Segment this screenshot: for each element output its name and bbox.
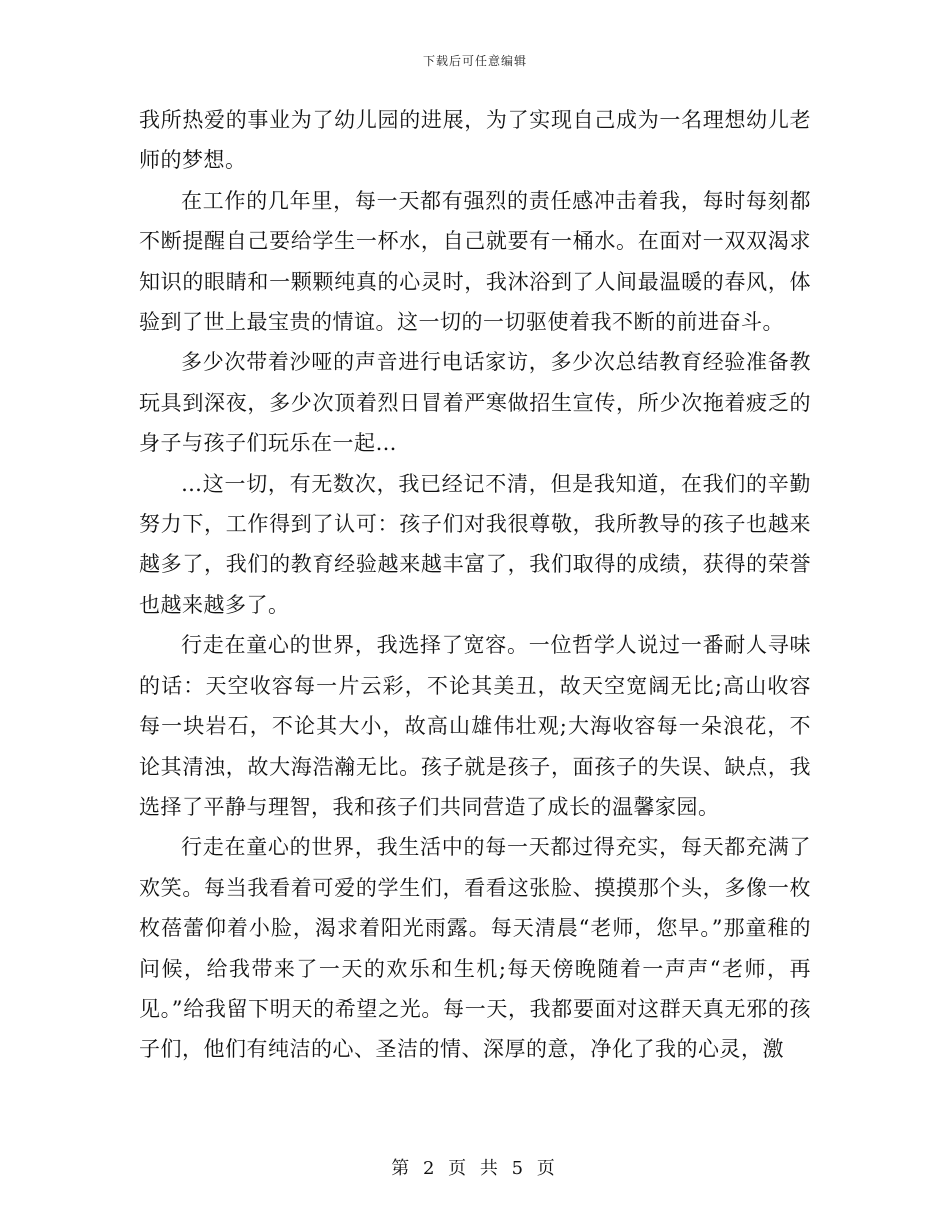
paragraph: 行走在童心的世界，我生活中的每一天都过得充实，每天都充满了欢笑。每当我看着可爱的学生们，看看这张脸、摸摸那个头，多像一枚枚蓓蕾仰着小脸，渴求着阳光雨露。每天清晨“老师，您早。”那童稚的问候，给我带来了一天的欢乐和生机;每天傍晚随着一声声“老师，再见。”给我留下明天的希望之光。每一天，我都要面对这群天真无邪的孩子们，他们有纯洁的心、圣洁的情、深厚的意，净化了我的心灵，激 (139, 835, 811, 1062)
page-header: 下载后可任意编辑 (422, 54, 527, 68)
paragraph: …这一切，有无数次，我已经记不清，但是我知道，在我们的辛勤努力下，工作得到了认可：孩子们对我很尊敬，我所教导的孩子也越来越多了，我们的教育经验越来越丰富了，我们取得的成绩，获得的荣誉也越来越多了。 (139, 471, 811, 617)
page-number: 第 2 页 共 5 页 (391, 1158, 559, 1179)
paragraph: 在工作的几年里，每一天都有强烈的责任感冲击着我，每时每刻都不断提醒自己要给学生一杯水，自己就要有一桶水。在面对一双双渴求知识的眼睛和一颗颗纯真的心灵时，我沐浴到了人间最温暖的春风，体验到了世上最宝贵的情谊。这一切的一切驱使着我不断的前进奋斗。 (139, 188, 811, 335)
paragraph: 行走在童心的世界，我选择了宽容。一位哲学人说过一番耐人寻味的话：天空收容每一片云彩，不论其美丑，故天空宽阔无比;高山收容每一块岩石，不论其大小，故高山雄伟壮观;大海收容每一朵浪花，不论其清浊，故大海浩瀚无比。孩子就是孩子，面孩子的失误、缺点，我选择了平静与理智，我和孩子们共同营造了成长的温馨家园。 (139, 633, 811, 819)
document-body (139, 100, 811, 1070)
paragraph: 多少次带着沙哑的声音进行电话家访，多少次总结教育经验准备教玩具到深夜，多少次顶着烈日冒着严寒做招生宣传，所少次拖着疲乏的身子与孩子们玩乐在一起… (139, 350, 811, 456)
paragraph: 我所热爱的事业为了幼儿园的进展，为了实现自己成为一名理想幼儿老师的梦想。 (139, 108, 811, 173)
